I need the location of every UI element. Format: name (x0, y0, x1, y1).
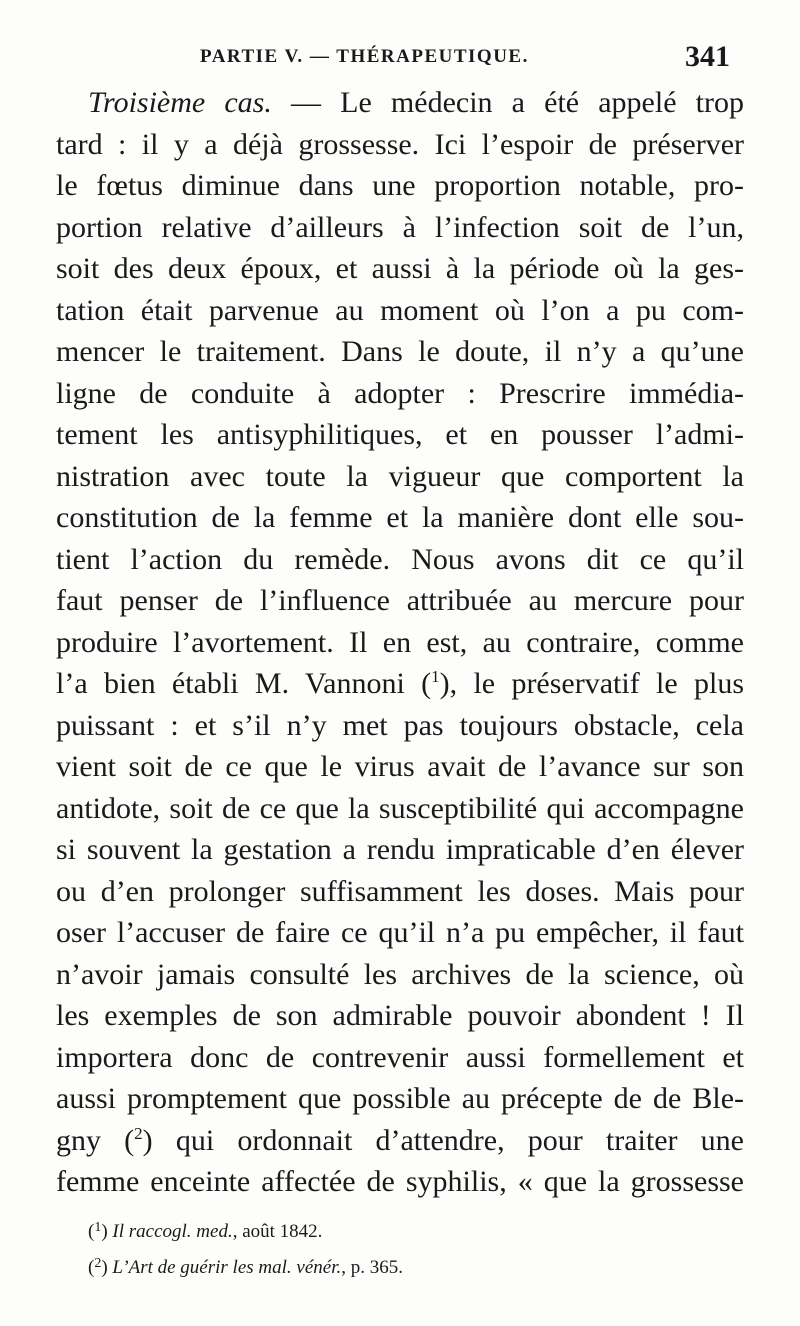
text-line: tation était parvenue au moment où l’on a pu com- (56, 293, 744, 327)
text-fragment: gny ( (56, 1123, 135, 1157)
body-text (56, 82, 744, 1203)
text-line: les exemples de son admirable pouvoir abondent ! Il (56, 999, 744, 1032)
text-line: faut penser de l’influence attribuée au mercure pour (56, 584, 744, 617)
footnote-citation: Il raccogl. med. (112, 1221, 233, 1242)
text-line: antidote, soit de ce que la susceptibilité qui accompagne (56, 791, 744, 825)
text-line (56, 82, 744, 124)
footnote-ref: 1 (431, 667, 440, 686)
text-line: ou d’en prolonger suffisamment les doses. Mais pour (56, 874, 744, 908)
text-line: le fœtus diminue dans une proportion notable, pro- (56, 169, 744, 202)
text-line-with-footnote-ref (56, 663, 744, 705)
footnote-mark: 2 (94, 1256, 102, 1271)
text-fragment: ), le préservatif le plus (439, 667, 745, 700)
text-line: si souvent la gestation a rendu impraticable d’en élever (56, 833, 744, 866)
text-fragment: l’a bien établi M. Vannoni ( (56, 667, 432, 700)
footnote-2: ($^2$) L’Art de guérir les mal. vénér., p. 365. (88, 1256, 404, 1278)
text-line: importera donc de contrevenir aussi formellement et (56, 1040, 744, 1074)
text-line: ligne de conduite à adopter : Prescrire immédia- (56, 376, 744, 410)
footnote-ref: 2 (134, 1123, 143, 1143)
running-title: PARTIE V. — THÉRAPEUTIQUE. (200, 46, 529, 67)
text-line: puissant : et s’il n’y met pas toujours obstacle, cela (56, 708, 744, 742)
text-line: aussi promptement que possible au précepte de de Ble- (56, 1082, 744, 1115)
text-line: femme enceinte affectée de syphilis, « que la grossesse (56, 1165, 744, 1198)
footnote-mark: 1 (94, 1220, 102, 1235)
text-line: tement les antisyphilitiques, et en pousser l’admi- (56, 418, 744, 451)
footnote-1: ($^1$) Il raccogl. med., août 1842. (88, 1220, 323, 1242)
page-number: 341 (685, 40, 730, 73)
text-line: nistration avec toute la vigueur que comportent la (56, 459, 744, 493)
text-line: n’avoir jamais consulté les archives de la science, où (56, 957, 744, 991)
text-line: tard : il y a déjà grossesse. Ici l’espoir de préserver (56, 127, 744, 161)
running-head (200, 42, 740, 82)
text-line: produire l’avortement. Il en est, au contraire, comme (56, 625, 744, 659)
footnote-citation: L’Art de guérir les mal. vénér. (112, 1257, 342, 1278)
footnotes (88, 1212, 728, 1284)
text-line: constitution de la femme et la manière dont elle sou- (56, 501, 744, 534)
text-line-content: — Le médecin a été appelé trop (271, 86, 744, 119)
text-line: soit des deux époux, et aussi à la période où la ges- (56, 252, 744, 285)
footnote-detail: , p. 365. (341, 1257, 404, 1278)
section-lead: Troisième cas. (88, 86, 272, 119)
text-line: oser l’accuser de faire ce qu’il n’a pu empêcher, il faut (56, 916, 744, 949)
text-line: vient soit de ce que le virus avait de l’avance sur son (56, 750, 744, 783)
footnote-detail: , août 1842. (232, 1221, 323, 1242)
text-line: tient l’action du remède. Nous avons dit ce qu’il (56, 542, 744, 576)
text-line-with-footnote-ref (56, 1120, 744, 1162)
text-line: mencer le traitement. Dans le doute, il n’y a qu’une (56, 335, 744, 368)
text-fragment: ) qui ordonnait d’attendre, pour traiter une (142, 1123, 744, 1157)
text-line: portion relative d’ailleurs à l’infection soit de l’un, (56, 210, 744, 244)
